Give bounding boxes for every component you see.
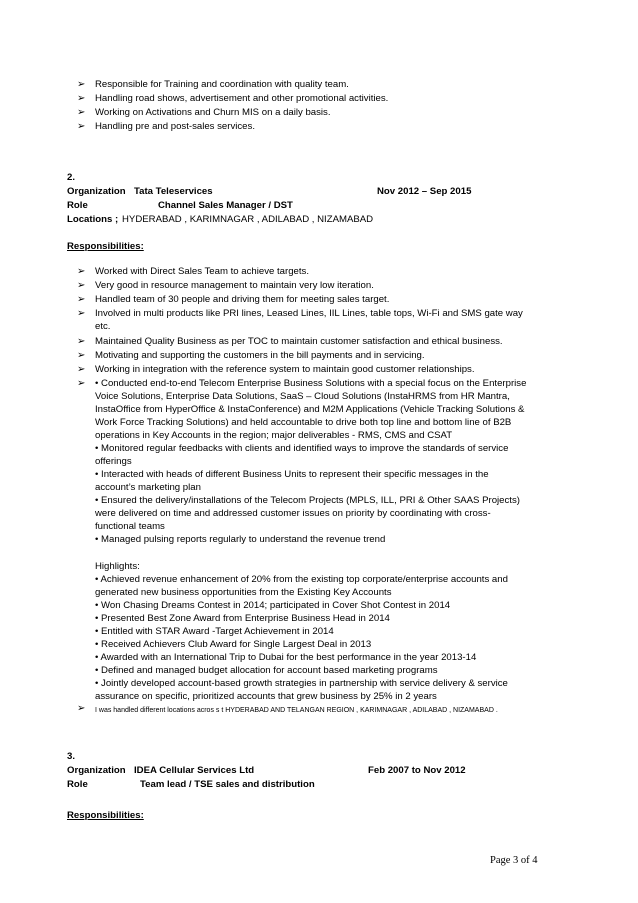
org-label: Organization bbox=[67, 186, 126, 197]
bullet-arrow-icon: ➢ bbox=[77, 308, 86, 319]
responsibilities-heading: Responsibilities: bbox=[67, 241, 144, 252]
bullet-arrow-icon: ➢ bbox=[77, 294, 86, 305]
responsibilities-heading: Responsibilities: bbox=[67, 810, 144, 821]
list-item-continuation: • Ensured the delivery/installations of the Telecom Projects (MPLS, ILL, PRI & Other SAAS Projects) bbox=[95, 495, 520, 506]
list-item: Handled team of 30 people and driving them for meeting sales target. bbox=[95, 294, 390, 305]
list-item-continuation: Work Force Tracking Solutions) and held accountable to drive both top line and bottom line of B2B bbox=[95, 417, 512, 428]
list-item: Working on Activations and Churn MIS on a daily basis. bbox=[95, 107, 331, 118]
list-item: Involved in multi products like PRI lines, Leased Lines, IIL Lines, table tops, Wi-Fi and SMS gate way bbox=[95, 308, 523, 319]
list-item-continuation: • Defined and managed budget allocation for account based marketing programs bbox=[95, 665, 438, 676]
list-item-continuation: assurance on specific, prioritized accounts that grew business by 25% in 2 years bbox=[95, 691, 437, 702]
list-item-continuation: • Entitled with STAR Award -Target Achievement in 2014 bbox=[95, 626, 334, 637]
org-label: Organization bbox=[67, 765, 126, 776]
bullet-arrow-icon: ➢ bbox=[77, 79, 86, 90]
list-item-continuation: offerings bbox=[95, 456, 132, 467]
role-title: Channel Sales Manager / DST bbox=[158, 200, 293, 211]
bullet-arrow-icon: ➢ bbox=[77, 266, 86, 277]
list-item-continuation: etc. bbox=[95, 321, 111, 332]
page-number: Page 3 of 4 bbox=[490, 855, 538, 866]
list-item-continuation: generated new business opportunities from the Existing Key Accounts bbox=[95, 587, 392, 598]
list-item: Working in integration with the reference system to maintain good customer relationships. bbox=[95, 364, 475, 375]
locations-label: Locations ; bbox=[67, 214, 119, 225]
bullet-arrow-icon: ➢ bbox=[77, 703, 86, 714]
highlights-heading: Highlights: bbox=[95, 561, 140, 572]
bullet-arrow-icon: ➢ bbox=[77, 336, 86, 347]
list-item-continuation: account’s marketing plan bbox=[95, 482, 201, 493]
list-item: Handling road shows, advertisement and other promotional activities. bbox=[95, 93, 389, 104]
list-item: Handling pre and post-sales services. bbox=[95, 121, 255, 132]
job-period: Feb 2007 to Nov 2012 bbox=[368, 765, 466, 776]
job-number: 2. bbox=[67, 172, 76, 183]
role-label: Role bbox=[67, 779, 88, 790]
role-title: Team lead / TSE sales and distribution bbox=[140, 779, 315, 790]
role-label: Role bbox=[67, 200, 88, 211]
bullet-arrow-icon: ➢ bbox=[77, 364, 86, 375]
job-period: Nov 2012 – Sep 2015 bbox=[377, 186, 472, 197]
list-item: Maintained Quality Business as per TOC to maintain customer satisfaction and ethical business. bbox=[95, 336, 503, 347]
list-item: Responsible for Training and coordination with quality team. bbox=[95, 79, 349, 90]
list-item-continuation: InstaOffice from HyperOffice & InstaConference) and M2M Applications (Vehicle Tracking Solutions & bbox=[95, 404, 525, 415]
list-item-continuation: • Interacted with heads of different Business Units to represent their specific messages in the bbox=[95, 469, 489, 480]
list-item-continuation: • Awarded with an International Trip to Dubai for the best performance in the year 2013-14 bbox=[95, 652, 477, 663]
list-item-continuation: operations in Key Accounts in the region; major deliverables - RMS, CMS and CSAT bbox=[95, 430, 453, 441]
list-item-continuation: • Received Achievers Club Award for Single Largest Deal in 2013 bbox=[95, 639, 372, 650]
list-item-continuation: were delivered on time and addressed customer issues on priority by coordinating with cross- bbox=[95, 508, 491, 519]
list-item: Motivating and supporting the customers in the bill payments and in servicing. bbox=[95, 350, 425, 361]
bullet-arrow-icon: ➢ bbox=[77, 121, 86, 132]
list-item-continuation: • Presented Best Zone Award from Enterprise Business Head in 2014 bbox=[95, 613, 390, 624]
list-item-continuation: Voice Solutions, Enterprise Data Solutions, SaaS – Cloud Solutions (InstaHRMS from HR Mantra, bbox=[95, 391, 510, 402]
list-item-continuation: • Managed pulsing reports regularly to understand the revenue trend bbox=[95, 534, 386, 545]
job-number: 3. bbox=[67, 751, 76, 762]
list-item: I was handled different locations acros s t HYDERABAD AND TELANGAN REGION , KARIMNAGAR , ADILABAD , NIZAMABAD . bbox=[95, 707, 498, 714]
bullet-arrow-icon: ➢ bbox=[77, 378, 86, 389]
list-item: Very good in resource management to maintain very low iteration. bbox=[95, 280, 374, 291]
list-item-continuation: • Achieved revenue enhancement of 20% from the existing top corporate/enterprise accounts and bbox=[95, 574, 508, 585]
list-item-continuation: • Jointly developed account-based growth strategies in partnership with service delivery & service bbox=[95, 678, 508, 689]
bullet-arrow-icon: ➢ bbox=[77, 350, 86, 361]
org-name: Tata Teleservices bbox=[134, 186, 213, 197]
list-item: • Conducted end-to-end Telecom Enterprise Business Solutions with a special focus on the Enterprise bbox=[95, 378, 527, 389]
bullet-arrow-icon: ➢ bbox=[77, 93, 86, 104]
list-item-continuation: functional teams bbox=[95, 521, 165, 532]
bullet-arrow-icon: ➢ bbox=[77, 280, 86, 291]
org-name: IDEA Cellular Services Ltd bbox=[134, 765, 255, 776]
list-item: Worked with Direct Sales Team to achieve targets. bbox=[95, 266, 309, 277]
locations-value: HYDERABAD , KARIMNAGAR , ADILABAD , NIZAMABAD bbox=[122, 214, 374, 225]
list-item-continuation: • Monitored regular feedbacks with clients and identified ways to improve the standards of service bbox=[95, 443, 509, 454]
bullet-arrow-icon: ➢ bbox=[77, 107, 86, 118]
list-item-continuation: • Won Chasing Dreams Contest in 2014; participated in Cover Shot Contest in 2014 bbox=[95, 600, 451, 611]
